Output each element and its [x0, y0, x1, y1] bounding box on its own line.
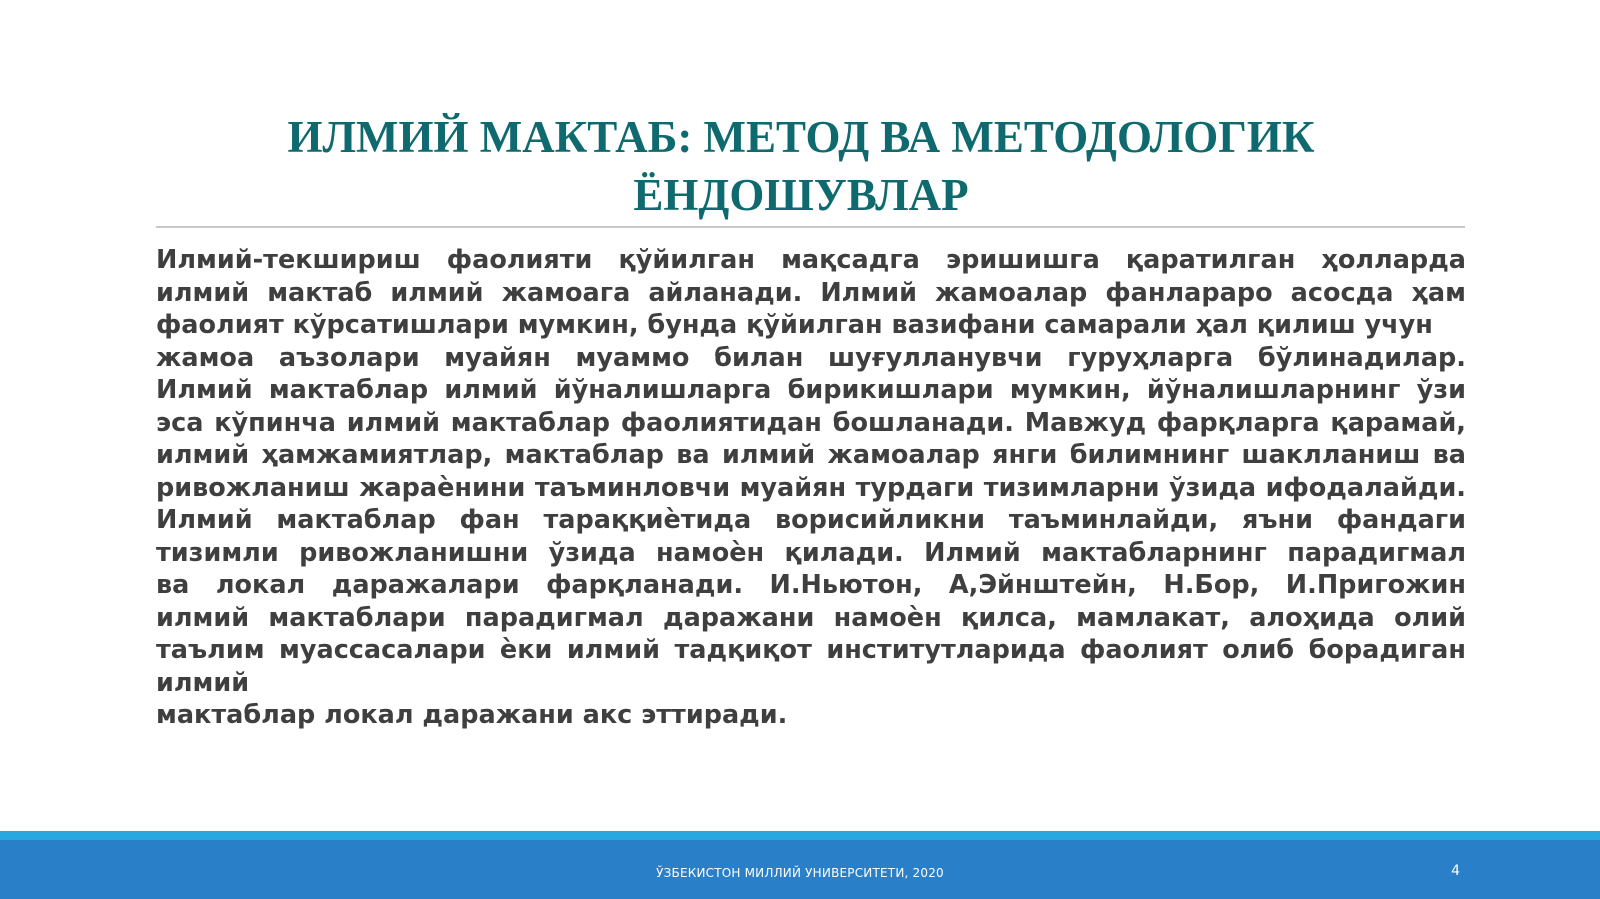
body-line: Илмий мактаблар фан тараққиѐтида ворисийликни таъминлайди, яъни фандаги — [156, 505, 1466, 535]
slide-title-line-2: ЁНДОШУВЛАР — [633, 170, 969, 220]
body-line: таълим муассасалари ѐки илмий тадқиқот институтларида фаолият олиб борадиган — [156, 635, 1466, 665]
body-line: илмий мактаб илмий жамоага айланади. Илмий жамоалар фанлараро асосда ҳам — [156, 277, 1466, 308]
slide-body-text — [156, 244, 1466, 732]
body-line: илмий мактаблари парадигмал даражани намоѐн қилса, мамлакат, алоҳида олий — [156, 602, 1466, 633]
body-line: илмий — [156, 667, 250, 698]
body-line: ва локал даражалари фарқланади. И.Ньютон, А,Эйнштейн, Н.Бор, И.Пригожин — [156, 570, 1466, 600]
body-line: илмий ҳамжамиятлар, мактаблар ва илмий жамоалар янги билимнинг шаклланиш ва — [156, 440, 1466, 470]
slide-title — [156, 108, 1446, 224]
title-divider — [156, 226, 1465, 228]
body-line: мактаблар локал даражани акс эттиради. — [156, 700, 788, 730]
footer-institution-text: ЎЗБЕКИСТОН МИЛЛИЙ УНИВЕРСИТЕТИ, 2020 — [656, 866, 944, 880]
body-line: фаолият кўрсатишлари мумкин, бунда қўйилган вазифани самарали ҳал қилиш учун — [156, 310, 1433, 340]
footer-accent-stripe — [0, 831, 1600, 840]
body-line: Илмий мактаблар илмий йўналишларга бирикишлари мумкин, йўналишларнинг ўзи — [156, 375, 1466, 405]
body-line: ривожланиш жараѐнини таъминловчи муайян турдаги тизимларни ўзида ифодалайди. — [156, 472, 1466, 503]
body-line: тизимли ривожланишни ўзида намоѐн қилади. Илмий мактабларнинг парадигмал — [156, 537, 1466, 568]
body-line: жамоа аъзолари муайян муаммо билан шуғулланувчи гуруҳларга бўлинадилар. — [156, 342, 1466, 373]
page-number: 4 — [1451, 863, 1460, 879]
body-line: эса кўпинча илмий мактаблар фаолиятидан бошланади. Мавжуд фарқларга қарамай, — [156, 407, 1466, 438]
body-line: Илмий-текшириш фаолияти қўйилган мақсадга эришишга қаратилган ҳолларда — [156, 245, 1466, 275]
slide-title-line-1: ИЛМИЙ МАКТАБ: МЕТОД ВА МЕТОДОЛОГИК — [287, 112, 1315, 162]
